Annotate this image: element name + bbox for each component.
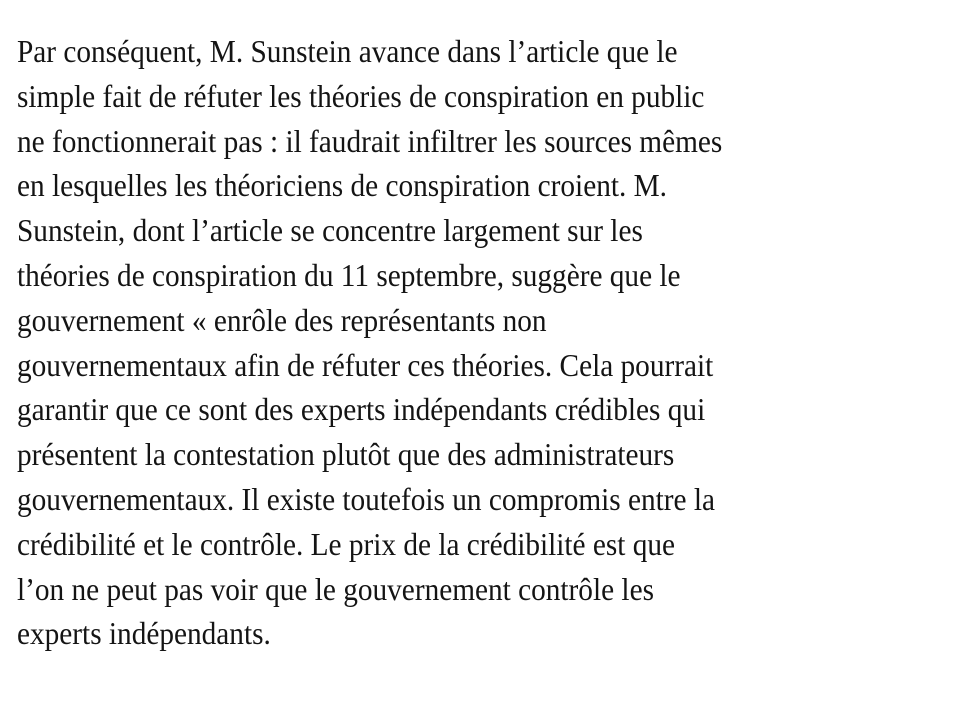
paragraph-line-6: théories de conspiration du 11 septembre, suggère que le [17,257,681,293]
paragraph-line-13: l’on ne peut pas voir que le gouvernement contrôle les [17,571,654,607]
paragraph-line-2: simple fait de réfuter les théories de conspiration en public [17,78,705,114]
paragraph-line-14: experts indépendants. [17,616,271,652]
paragraph-line-1: Par conséquent, M. Sunstein avance dans l’article que le [17,34,678,69]
paragraph-line-4: en lesquelles les théoriciens de conspiration croient. M. [17,168,667,204]
paragraph-line-12: crédibilité et le contrôle. Le prix de la crédibilité est que [17,526,676,562]
paragraph-line-3: ne fonctionnerait pas : il faudrait infiltrer les sources mêmes [17,123,723,159]
paragraph-line-9: garantir que ce sont des experts indépendants crédibles qui [17,392,706,428]
body-paragraph [17,30,882,657]
paragraph-line-7: gouvernement « enrôle des représentants non [17,302,547,338]
paragraph-line-5: Sunstein, dont l’article se concentre largement sur les [17,213,643,249]
paragraph-line-8: gouvernementaux afin de réfuter ces théories. Cela pourrait [17,347,714,383]
paragraph-line-10: présentent la contestation plutôt que des administrateurs [17,437,675,473]
paragraph-line-11: gouvernementaux. Il existe toutefois un compromis entre la [17,481,716,517]
